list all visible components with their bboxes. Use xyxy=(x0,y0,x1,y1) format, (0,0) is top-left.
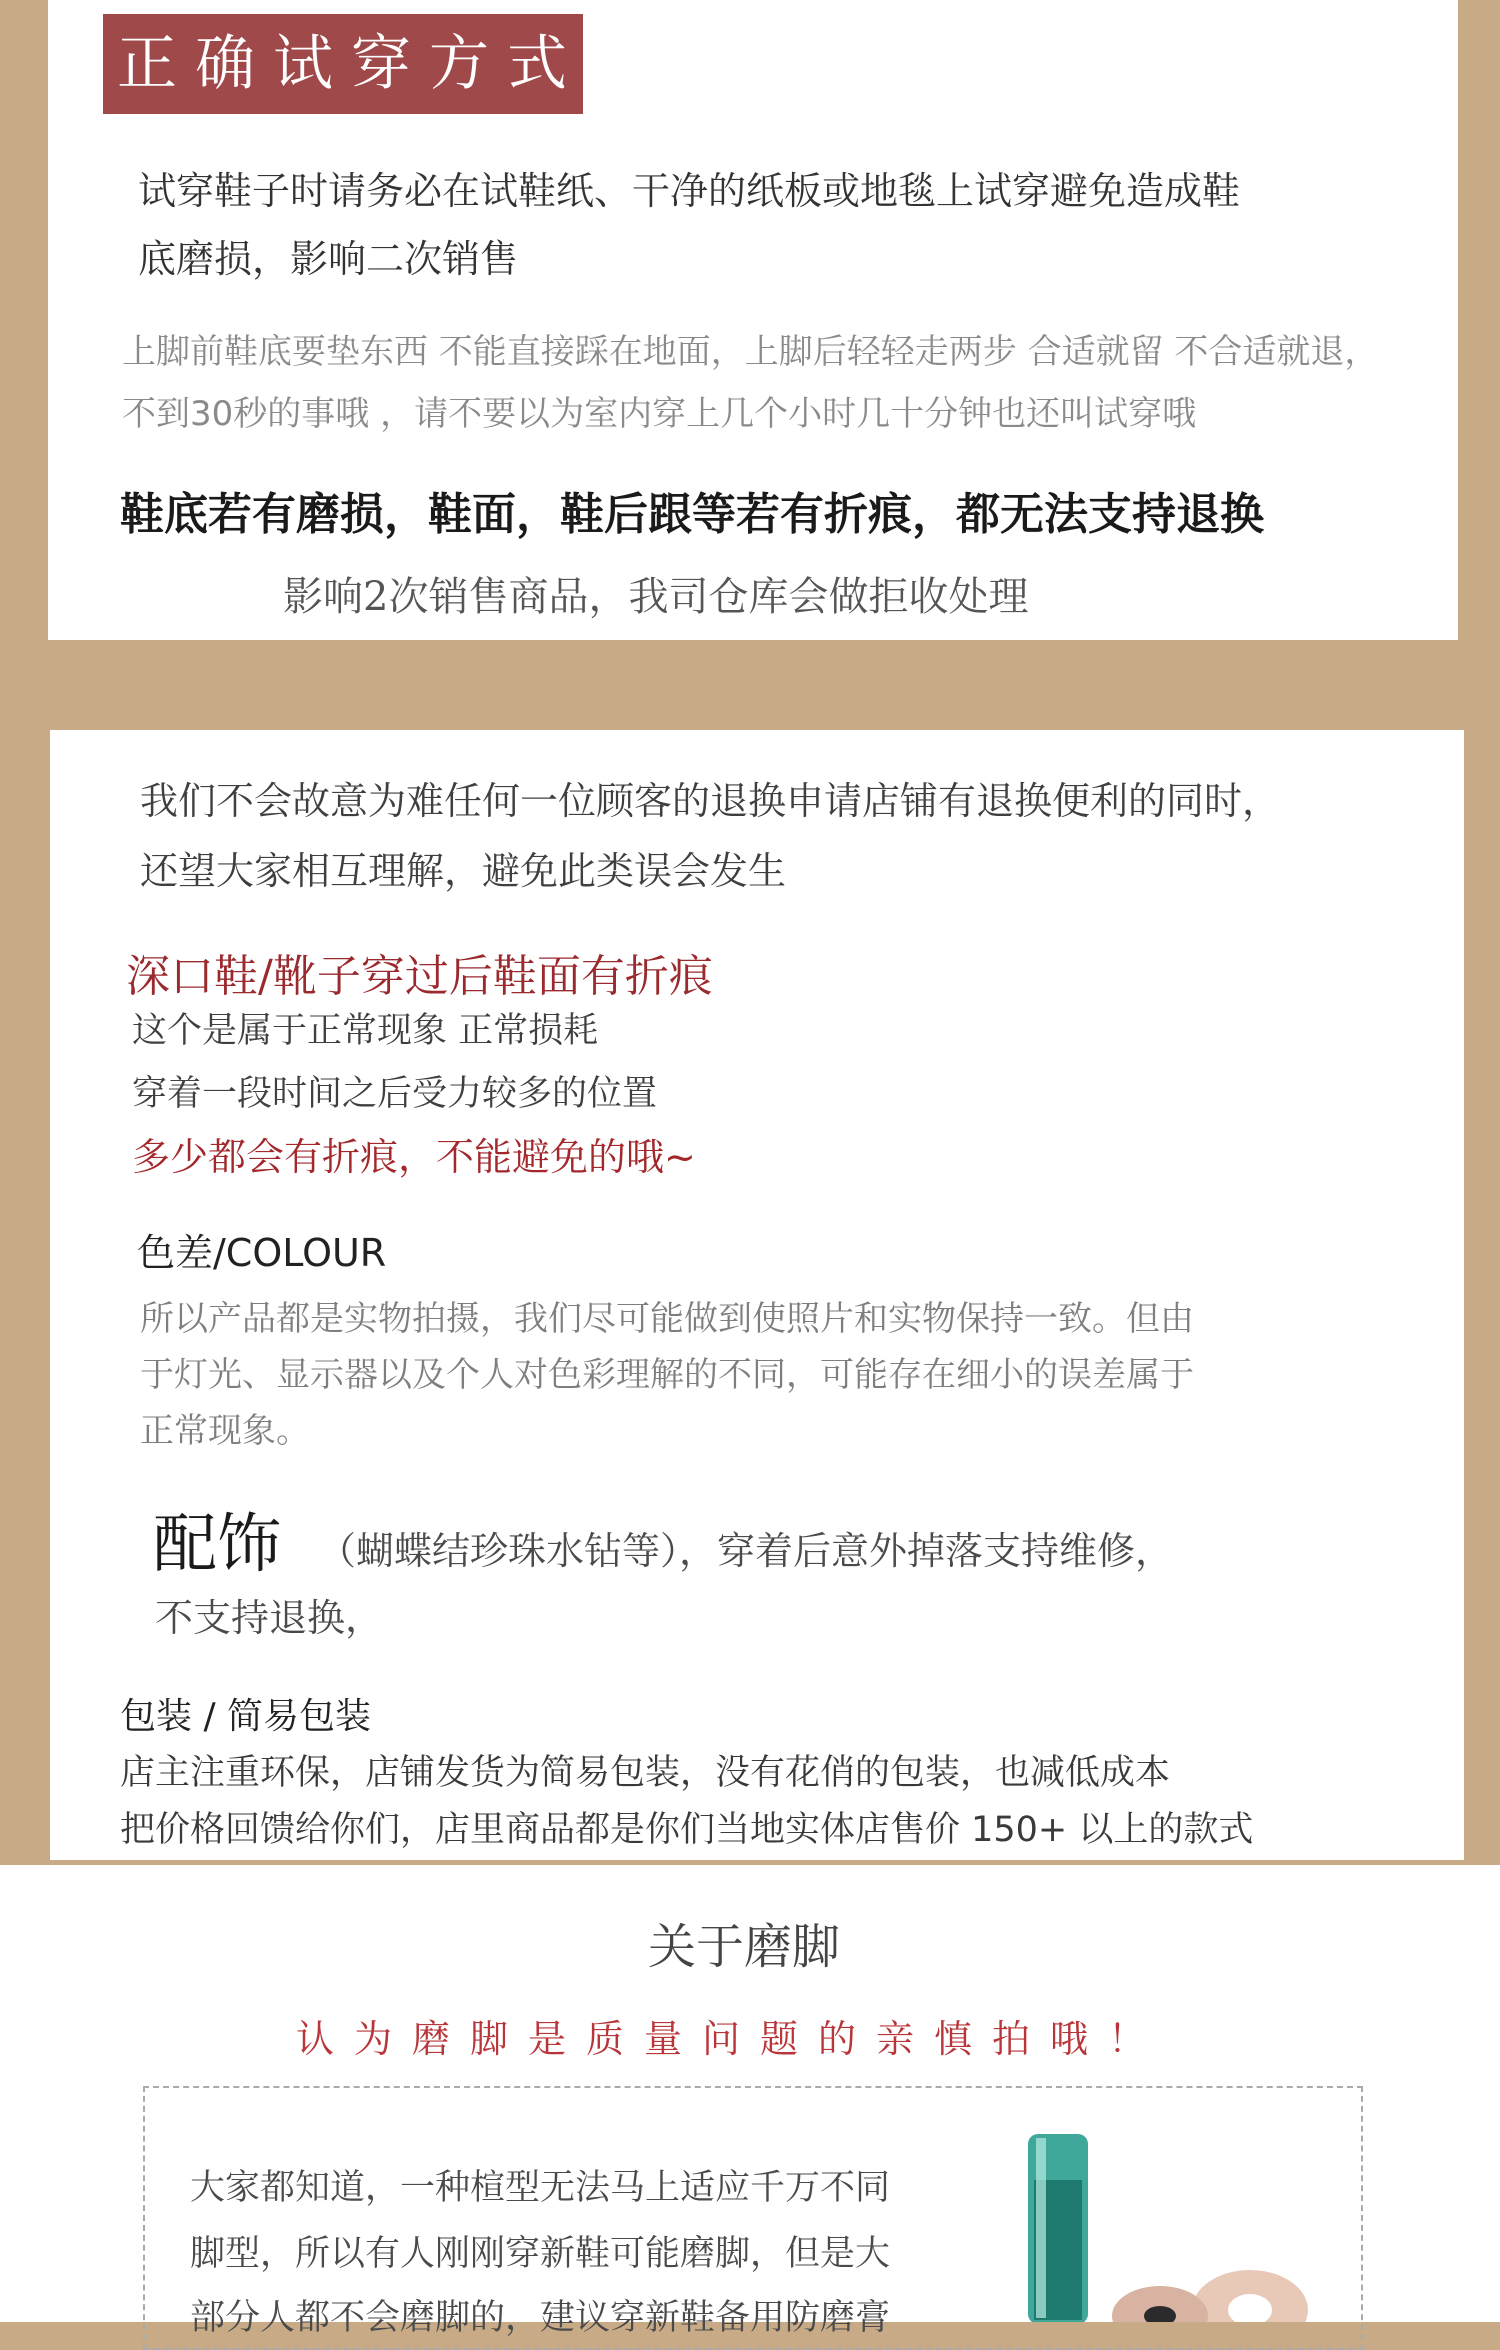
anti-blister-stick-image xyxy=(1000,2120,1340,2322)
blister-title: 关于磨脚 xyxy=(648,1919,841,1975)
try-on-note: 影响2次销售商品，我司仓库会做拒收处理 xyxy=(283,574,1029,620)
crease-line-2: 穿着一段时间之后受力较多的位置 xyxy=(132,1074,658,1114)
try-on-line-3: 上脚前鞋底要垫东西 不能直接踩在地面，上脚后轻轻走两步 合适就留 不合适就退， xyxy=(122,332,1379,372)
blister-box-line-1: 大家都知道，一种楦型无法马上适应千万不同 xyxy=(190,2168,891,2208)
colour-line-3: 正常现象。 xyxy=(140,1411,310,1451)
stick-highlight xyxy=(1036,2138,1046,2318)
crease-title: 深口鞋/靴子穿过后鞋面有折痕 xyxy=(126,951,713,1002)
crease-line-3: 多少都会有折痕，不能避免的哦~ xyxy=(132,1135,696,1179)
try-on-title: 正确试穿方式 xyxy=(103,14,583,114)
packaging-title: 包装 / 简易包装 xyxy=(120,1696,372,1737)
packaging-line-1: 店主注重环保，店铺发货为简易包装，没有花俏的包装，也减低成本 xyxy=(120,1753,1171,1793)
try-on-line-2: 底磨损，影响二次销售 xyxy=(138,237,519,281)
crease-line-1: 这个是属于正常现象 正常损耗 xyxy=(132,1011,599,1051)
try-on-warning: 鞋底若有磨损，鞋面，鞋后跟等若有折痕，都无法支持退换 xyxy=(120,489,1264,540)
packaging-line-2: 把价格回馈给你们，店里商品都是你们当地实体店售价 150+ 以上的款式 xyxy=(120,1810,1254,1850)
blister-warning: 认为磨脚是质量问题的亲慎拍哦！ xyxy=(296,2017,1167,2061)
colour-title: 色差/COLOUR xyxy=(137,1231,387,1275)
accessories-line-2: 不支持退换， xyxy=(155,1596,384,1640)
accessories-title: 配饰 xyxy=(153,1508,281,1582)
colour-line-1: 所以产品都是实物拍摄，我们尽可能做到使照片和实物保持一致。但由 xyxy=(140,1299,1194,1339)
policy-intro-2: 还望大家相互理解，避免此类误会发生 xyxy=(140,849,787,893)
try-on-line-1: 试穿鞋子时请务必在试鞋纸、干净的纸板或地毯上试穿避免造成鞋 xyxy=(138,169,1241,213)
policy-intro-1: 我们不会故意为难任何一位顾客的退换申请店铺有退换便利的同时， xyxy=(140,779,1281,823)
colour-line-2: 于灯光、显示器以及个人对色彩理解的不同，可能存在细小的误差属于 xyxy=(140,1355,1194,1395)
try-on-line-4: 不到30秒的事哦 ，请不要以为室内穿上几个小时几十分钟也还叫试穿哦 xyxy=(122,394,1197,434)
blister-box-line-3: 部分人都不会磨脚的，建议穿新鞋备用防磨膏 xyxy=(190,2298,891,2338)
blister-box-line-2: 脚型，所以有人刚刚穿新鞋可能磨脚，但是大 xyxy=(190,2234,891,2274)
accessories-line-1: （蝴蝶结珍珠水钻等），穿着后意外掉落支持维修， xyxy=(318,1529,1174,1573)
